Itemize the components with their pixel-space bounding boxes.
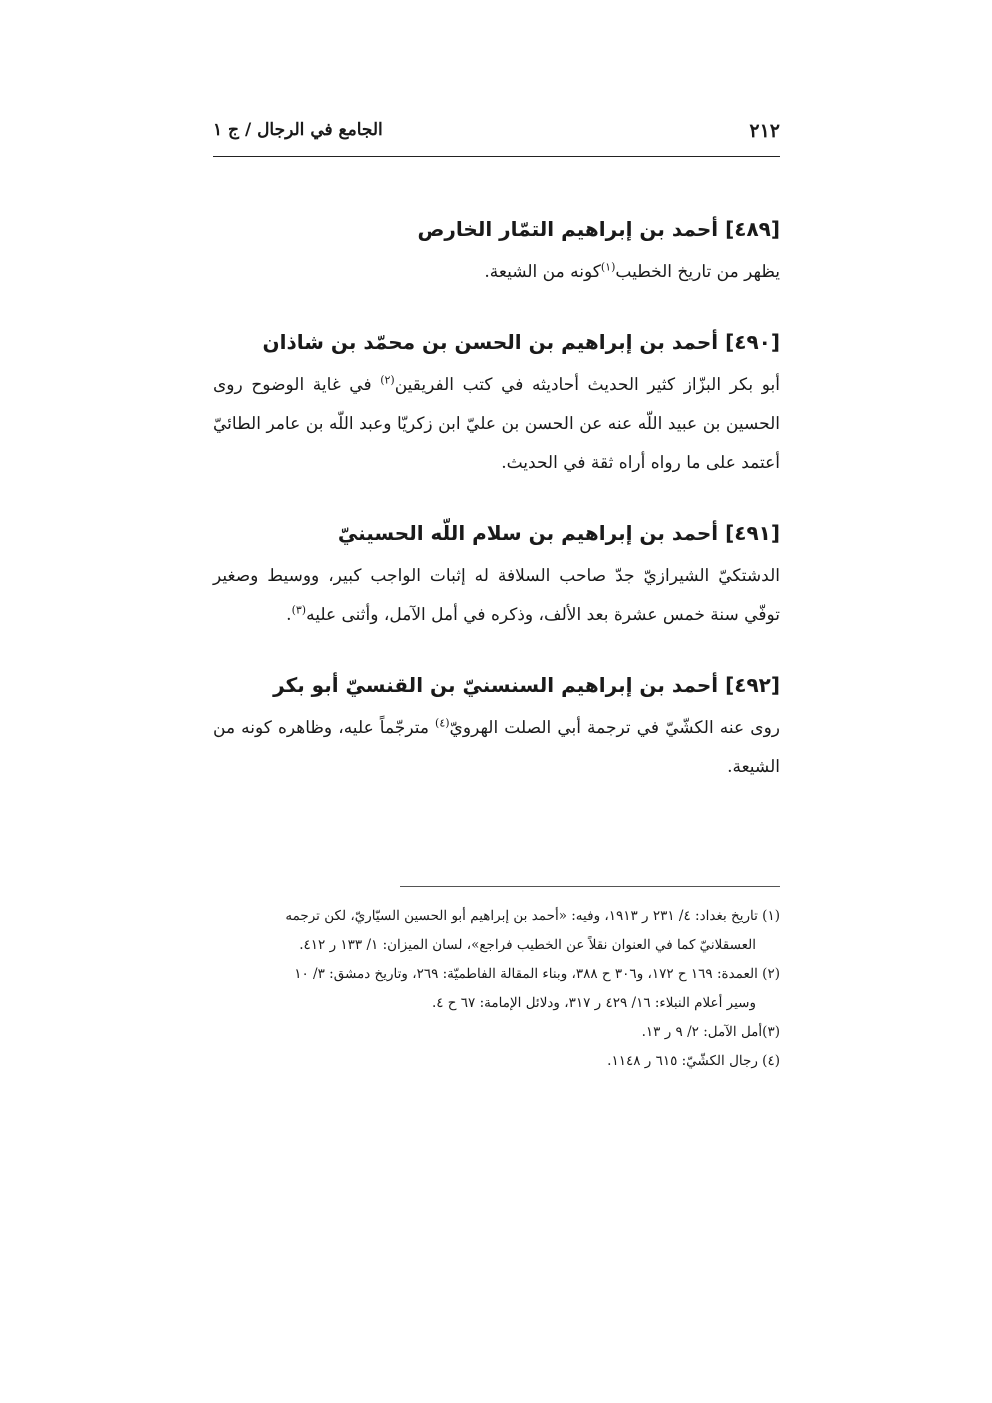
entry-text-part: الدشتكيّ الشيرازيّ جدّ صاحب السلافة له إثبات الواجب كبير، ووسيط وصغير توفّي سنة خمس عشرة بعد الألف، وذكره في أمل الآمل، وأثنى عليه [213, 566, 780, 625]
footnote-label: (١) [762, 908, 780, 924]
entry-name: أحمد بن إبراهيم بن سلام اللّه الحسينيّ [337, 521, 719, 545]
footnote-1 [213, 902, 780, 960]
entry-text-part: روى عنه الكشّيّ في ترجمة أبي الصلت الهرويّ [449, 718, 780, 738]
entry-text-part: . [286, 605, 292, 625]
entry-490 [213, 318, 780, 483]
entry-heading [213, 205, 780, 253]
footnote-4 [213, 1047, 780, 1076]
footnote-label: (٢) [762, 966, 780, 982]
footnote-continuation: العسقلانيّ كما في العنوان نقلاً عن الخطيب فراجع»، لسان الميزان: ١/ ١٣٣ ر ٤١٢. [299, 937, 756, 953]
entry-heading [213, 661, 780, 709]
entry-text [213, 709, 780, 787]
entry-text [213, 557, 780, 635]
footnote-ref[interactable]: (٢) [380, 373, 395, 387]
footnote-text: أمل الآمل: ٢/ ٩ ر ١٣. [641, 1024, 763, 1040]
entry-text-part: في غاية الوضوح روى الحسين بن عبيد اللّه عنه عن الحسن بن عليّ ابن زكريّا وعبد اللّه بن عامر الطائيّ أعتمد على ما رواه أراه ثقة في الحديث. [213, 375, 780, 473]
footnote-ref[interactable]: (٣) [291, 603, 307, 617]
entry-491 [213, 509, 780, 635]
footnote-label: (٣) [762, 1024, 780, 1040]
entry-heading [213, 318, 780, 366]
page-number: ٢١٢ [749, 120, 780, 142]
entry-text-part: مترجّماً عليه، وظاهره كونه من الشيعة. [213, 718, 780, 777]
book-title: الجامع في الرجال / ج ١ [213, 120, 383, 140]
entry-text [213, 366, 780, 483]
entry-text-part: أبو بكر البزّاز كثير الحديث أحاديثه في كتب الفريقين [394, 375, 780, 395]
entry-name: أحمد بن إبراهيم السنسنيّ بن القنسيّ أبو بكر [273, 673, 719, 697]
entry-name: أحمد بن إبراهيم بن الحسن بن محمّد بن شاذان [262, 330, 719, 354]
footnotes [213, 902, 780, 1076]
footnote-ref[interactable]: (١) [600, 260, 616, 274]
footnote-2 [213, 960, 780, 1018]
entry-text-part: كونه من الشيعة. [484, 262, 601, 282]
entry-number: [٤٨٩] [725, 217, 780, 241]
entry-text-part: يظهر من تاريخ الخطيب [615, 262, 780, 282]
entry-number: [٤٩٢] [725, 673, 780, 697]
footnote-text: رجال الكشّيّ: ٦١٥ ر ١١٤٨. [607, 1053, 758, 1069]
entry-text [213, 253, 780, 292]
entry-number: [٤٩٠] [725, 330, 780, 354]
footnote-label: (٤) [762, 1053, 780, 1069]
footnote-continuation: وسير أعلام النبلاء: ١٦/ ٤٢٩ ر ٣١٧، ودلائل الإمامة: ٦٧ ح ٤. [431, 995, 756, 1011]
entry-heading [213, 509, 780, 557]
footnote-ref[interactable]: (٤) [435, 716, 450, 730]
footnote-3 [213, 1018, 780, 1047]
header-divider [213, 156, 780, 157]
footnote-text: تاريخ بغداد: ٤/ ٢٣١ ر ١٩١٣، وفيه: «أحمد بن إبراهيم أبو الحسين السيّاريّ، لكن ترجمه [285, 908, 758, 924]
main-text [213, 205, 780, 813]
running-head [213, 120, 780, 154]
entry-492 [213, 661, 780, 787]
entry-name: أحمد بن إبراهيم التمّار الخارص [417, 217, 719, 241]
footnote-text: العمدة: ١٦٩ ح ١٧٢، و٣٠٦ ح ٣٨٨، وبناء المقالة الفاطميّة: ٢٦٩، وتاريخ دمشق: ٣/ ١٠ [294, 966, 758, 982]
entry-number: [٤٩١] [725, 521, 780, 545]
footnote-divider [400, 886, 780, 887]
entry-489 [213, 205, 780, 292]
